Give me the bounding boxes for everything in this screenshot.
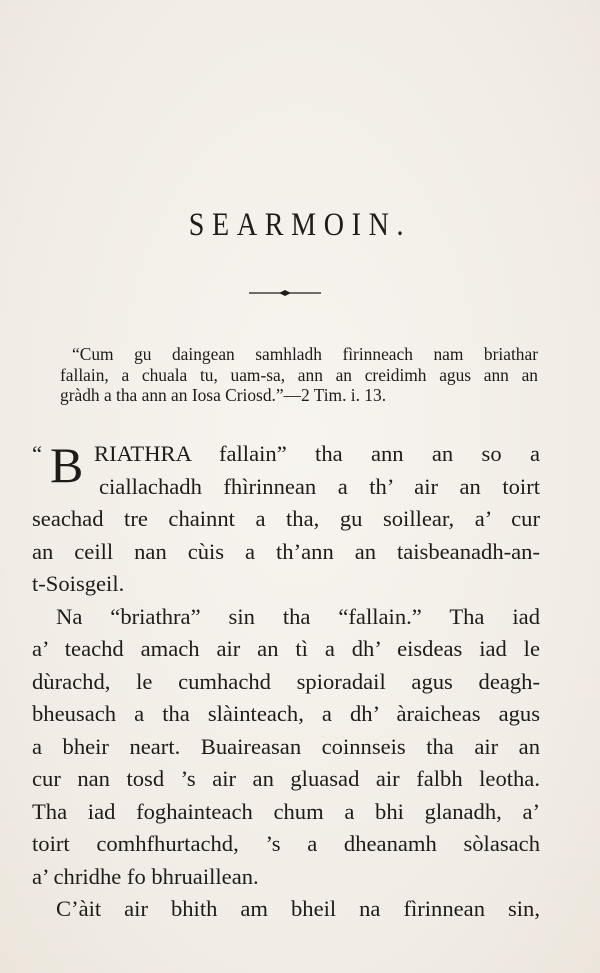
text-line: Na “briathra” sin tha “fallain.” Tha iad [56, 603, 540, 629]
text-line: a bheir neart. Buaireasan coinnseis tha air an [32, 733, 540, 759]
epigraph-line: “Cum gu daingean samhladh fìrinneach nam briathar [72, 344, 538, 364]
epigraph-line: fallain, a chuala tu, uam-sa, ann an creidimh agus ann an [60, 364, 538, 385]
divider-ornament-icon [249, 287, 321, 299]
sermon-body [32, 438, 540, 926]
epigraph-line: gràdh a tha ann an Iosa Criosd.”—2 Tim. i. 13. [60, 385, 387, 405]
text-line: cur nan tosd ’s air an gluasad air falbh leotha. [32, 766, 540, 791]
epigraph-quote [60, 344, 538, 406]
text-line: ciallachadh fhìrinnean a th’ air an toirt [99, 473, 540, 499]
opening-quote-mark: “ [32, 441, 43, 466]
text-line: C’àit air bhith am bheil na fìrinnean sin, [56, 896, 540, 921]
opening-lines [32, 438, 540, 503]
page-title: SEARMOIN. [188, 207, 412, 243]
text-line: an ceill nan cùis a th’ann an taisbeanadh-an- [32, 538, 540, 564]
text-line: a’ teachd amach air an tì a dh’ eisdeas iad le [32, 636, 540, 661]
text-line: t-Soisgeil. [32, 571, 125, 596]
drop-cap-letter: B [50, 437, 84, 493]
text-line: Tha iad foghainteach chum a bhi glanadh, a’ [32, 798, 540, 824]
text-line: toirt comhfhurtachd, ’s a dheanamh sòlasach [32, 831, 540, 856]
text-line: RIATHRA fallain” tha ann an so a [94, 441, 540, 466]
text-line: dùrachd, le cumhachd spioradail agus deagh- [32, 668, 540, 694]
text-line: seachad tre chainnt a tha, gu soillear, a’ cur [32, 506, 540, 531]
text-line: bheusach a tha slàinteach, a dh’ àraicheas agus [32, 701, 540, 726]
text-line: a’ chridhe fo bhruaillean. [32, 863, 259, 889]
